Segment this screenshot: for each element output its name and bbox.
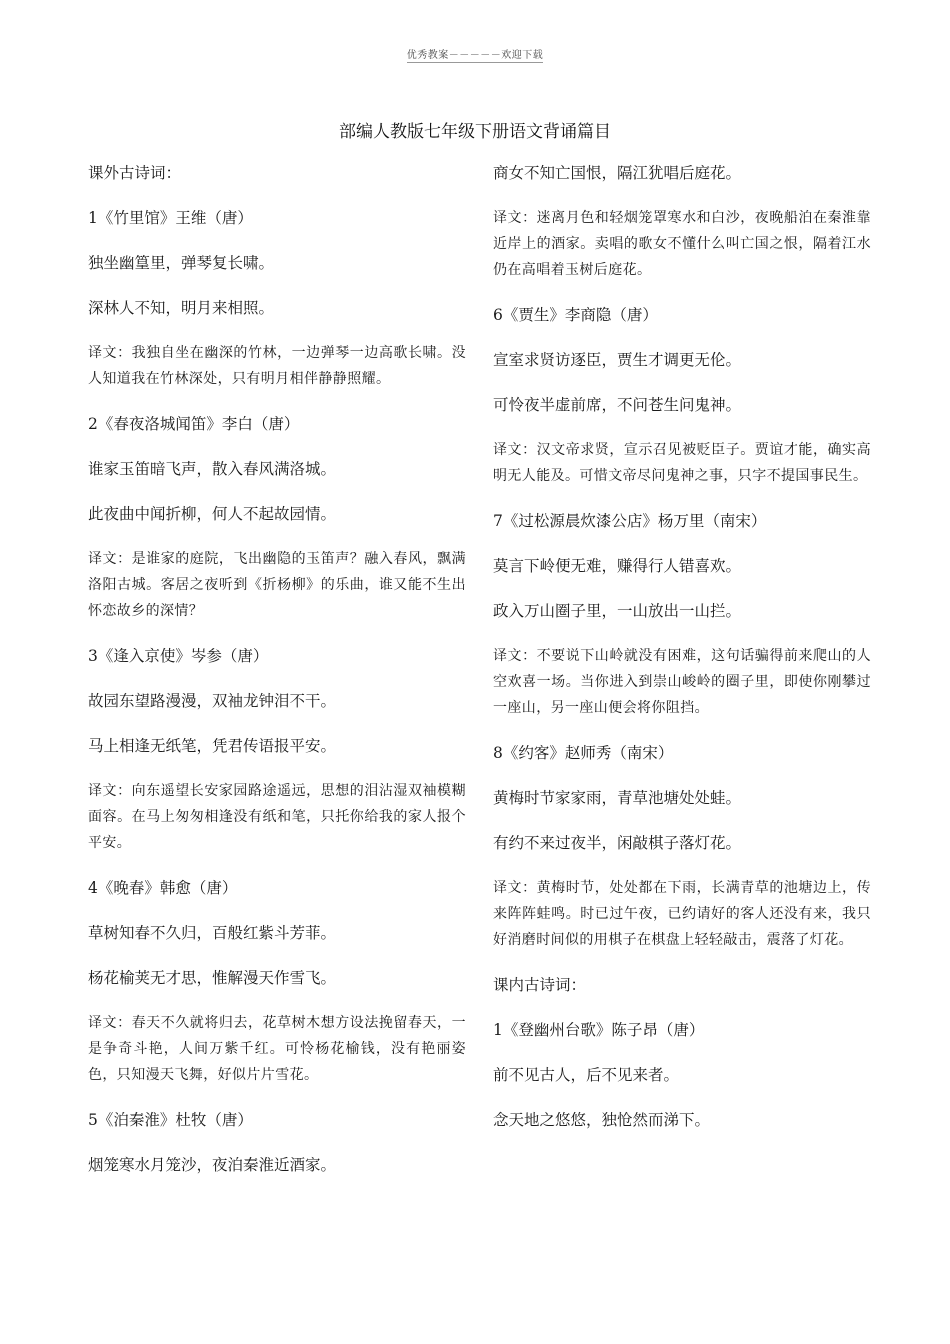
poem-title: 7《过松源晨炊漆公店》杨万里（南宋） bbox=[493, 512, 767, 530]
poem-title: 8《约客》赵师秀（南宋） bbox=[493, 744, 674, 762]
poem-line: 深林人不知，明月来相照。 bbox=[88, 299, 275, 317]
poem-line: 独坐幽篁里，弹琴复长啸。 bbox=[88, 254, 275, 272]
poem-line: 谁家玉笛暗飞声，散入春风满洛城。 bbox=[88, 460, 337, 478]
poem-title: 6《贾生》李商隐（唐） bbox=[493, 306, 658, 324]
poem-line: 草树知春不久归，百般红紫斗芳菲。 bbox=[88, 924, 337, 942]
poem-line: 此夜曲中闻折柳，何人不起故园情。 bbox=[88, 505, 337, 523]
section-heading: 课外古诗词： bbox=[88, 164, 182, 182]
translation: 译文：黄梅时节，处处都在下雨，长满青草的池塘边上，传来阵阵蛙鸣。时已过午夜，已约请好的客人还没有来，我只好消磨时间似的用棋子在棋盘上轻轻敲击，震落了灯花。 bbox=[493, 880, 871, 948]
poem-line: 黄梅时节家家雨，青草池塘处处蛙。 bbox=[493, 789, 742, 807]
translation: 译文：春天不久就将归去，花草树木想方设法挽留春天，一是争奇斗艳，人间万紫千红。可怜杨花榆钱，没有艳丽姿色，只知漫天飞舞，好似片片雪花。 bbox=[88, 1015, 466, 1083]
poem-title: 1《登幽州台歌》陈子昂（唐） bbox=[493, 1021, 705, 1039]
poem-line: 马上相逢无纸笔，凭君传语报平安。 bbox=[88, 737, 337, 755]
poem-line: 烟笼寒水月笼沙，夜泊秦淮近酒家。 bbox=[88, 1156, 337, 1174]
poem-line: 前不见古人，后不见来者。 bbox=[493, 1066, 680, 1084]
translation: 译文：不要说下山岭就没有困难，这句话骗得前来爬山的人空欢喜一场。当你进入到崇山峻岭的圈子里，即使你刚攀过一座山，另一座山便会将你阻挡。 bbox=[493, 648, 871, 716]
translation: 译文：向东遥望长安家园路途遥远，思想的泪沾湿双袖模糊面容。在马上匆匆相逢没有纸和笔，只托你给我的家人报个平安。 bbox=[88, 783, 466, 851]
poem-line: 故园东望路漫漫，双袖龙钟泪不干。 bbox=[88, 692, 337, 710]
poem-line: 念天地之悠悠，独怆然而涕下。 bbox=[493, 1111, 711, 1129]
translation: 译文：汉文帝求贤，宣示召见被贬臣子。贾谊才能，确实高明无人能及。可惜文帝尽问鬼神之事，只字不提国事民生。 bbox=[493, 442, 871, 484]
page-header bbox=[0, 46, 950, 63]
poem-line: 杨花榆荚无才思，惟解漫天作雪飞。 bbox=[88, 969, 337, 987]
poem-line: 商女不知亡国恨，隔江犹唱后庭花。 bbox=[493, 164, 742, 182]
page-title: 部编人教版七年级下册语文背诵篇目 bbox=[339, 122, 611, 142]
poem-title: 2《春夜洛城闻笛》李白（唐） bbox=[88, 415, 300, 433]
right-column bbox=[493, 162, 871, 1154]
poem-line: 莫言下岭便无难，赚得行人错喜欢。 bbox=[493, 557, 742, 575]
poem-title: 3《逢入京使》岑参（唐） bbox=[88, 647, 269, 665]
left-column bbox=[88, 162, 466, 1199]
poem-line: 有约不来过夜半，闲敲棋子落灯花。 bbox=[493, 834, 742, 852]
poem-line: 宣室求贤访逐臣，贾生才调更无伦。 bbox=[493, 351, 742, 369]
poem-line: 政入万山圈子里，一山放出一山拦。 bbox=[493, 602, 742, 620]
header-text: 优秀教案－－－－－欢迎下载 bbox=[407, 46, 544, 63]
poem-title: 1《竹里馆》王维（唐） bbox=[88, 209, 253, 227]
poem-title: 5《泊秦淮》杜牧（唐） bbox=[88, 1111, 253, 1129]
poem-line: 可怜夜半虚前席，不问苍生问鬼神。 bbox=[493, 396, 742, 414]
translation: 译文：我独自坐在幽深的竹林，一边弹琴一边高歌长啸。没人知道我在竹林深处，只有明月相伴静静照耀。 bbox=[88, 345, 466, 387]
section-heading: 课内古诗词： bbox=[493, 976, 587, 994]
translation: 译文：迷离月色和轻烟笼罩寒水和白沙，夜晚船泊在秦淮靠近岸上的酒家。卖唱的歌女不懂什么叫亡国之恨，隔着江水仍在高唱着玉树后庭花。 bbox=[493, 210, 871, 278]
translation: 译文：是谁家的庭院，飞出幽隐的玉笛声？融入春风，飘满洛阳古城。客居之夜听到《折杨柳》的乐曲，谁又能不生出怀恋故乡的深情？ bbox=[88, 551, 466, 619]
poem-title: 4《晚春》韩愈（唐） bbox=[88, 879, 238, 897]
